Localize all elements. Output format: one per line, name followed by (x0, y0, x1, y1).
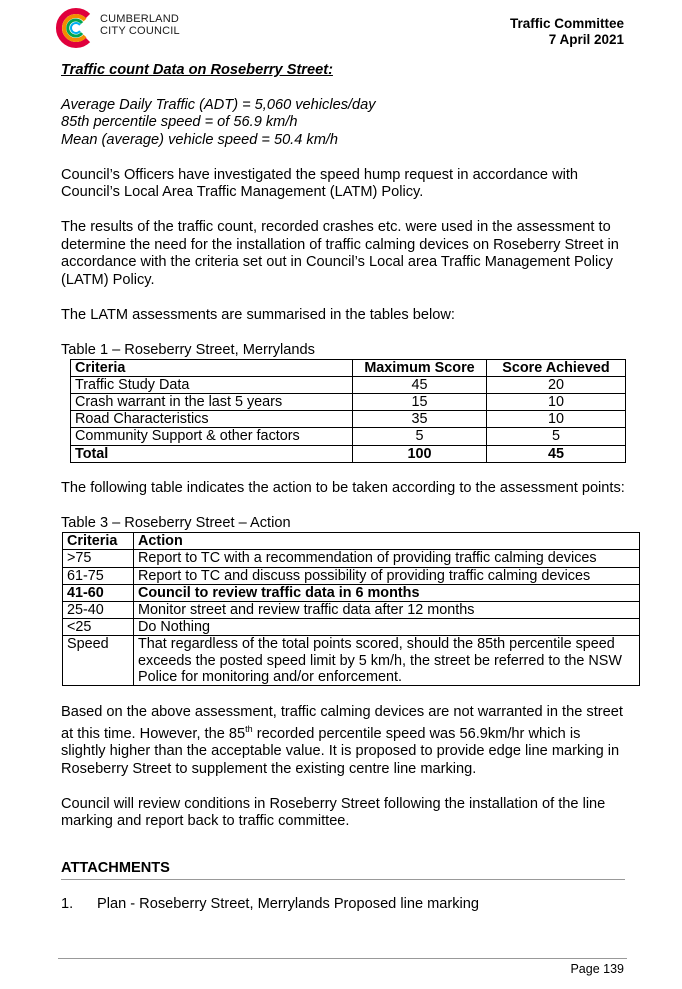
table-row (63, 550, 640, 567)
table-cell: Crash warrant in the last 5 years (71, 393, 353, 410)
table-header-cell: Criteria (71, 359, 353, 376)
table-header-cell: Score Achieved (487, 359, 626, 376)
table-cell: 5 (353, 428, 487, 445)
table-cell: Do Nothing (134, 619, 640, 636)
table-header-cell: Criteria (63, 533, 134, 550)
paragraph-investigation: Council’s Officers have investigated the speed hump request in accordance with Council’s Local Area Traffic Management (LATM) Policy. (61, 166, 579, 200)
table-cell: 41-60 (63, 584, 134, 601)
table1-caption: Table 1 – Roseberry Street, Merrylands (61, 341, 315, 358)
document-header (510, 16, 624, 48)
table-cell: Speed (63, 636, 134, 686)
council-logo (52, 6, 212, 50)
table-cell: 15 (353, 393, 487, 410)
action-table (62, 532, 640, 686)
paragraph-results: The results of the traffic count, recorded crashes etc. were used in the assessment to determine the need for the installation of traffic calming devices on Roseberry Street in accordance with the criteria set out in Council’s Local area Traffic Management Policy (LATM) Policy. (61, 219, 619, 288)
paragraph-summary: The LATM assessments are summarised in the tables below: (61, 306, 455, 323)
table-cell: Report to TC with a recommendation of providing traffic calming devices (134, 550, 640, 567)
table-row (71, 411, 626, 428)
table-header-cell: Maximum Score (353, 359, 487, 376)
table-header-cell: Action (134, 533, 640, 550)
table-cell: <25 (63, 619, 134, 636)
table-row (63, 636, 640, 686)
paragraph-conclusion-part2: recorded percentile speed was 56.9km/hr which is slightly higher than the acceptable value. It is proposed to provide edge line marking in Roseberry Street to supplement the existing centre line marking. (61, 725, 620, 777)
logo-line-1: CUMBERLAND (100, 13, 180, 25)
stat-adt: Average Daily Traffic (ADT) = 5,060 vehicles/day (61, 96, 376, 113)
table-cell: Traffic Study Data (71, 376, 353, 393)
table-cell: 45 (487, 445, 626, 462)
paragraph-review: Council will review conditions in Roseberry Street following the installation of the line marking and report back to traffic committee. (61, 795, 606, 830)
committee-name: Traffic Committee (509, 16, 624, 31)
table-total-row (71, 445, 626, 462)
logo-line-2: CITY COUNCIL (100, 25, 180, 37)
table-cell: >75 (63, 550, 134, 567)
attachments-heading: ATTACHMENTS (61, 860, 170, 877)
table-cell: 100 (353, 445, 487, 462)
footer-divider (58, 958, 627, 959)
attachment-item[interactable] (61, 896, 625, 913)
logo-wordmark (100, 13, 180, 37)
table-cell: That regardless of the total points scored, should the 85th percentile speed exceeds the posted speed limit by 5 km/h, the street be referred to the NSW Police for monitoring and/or enforcement. (134, 636, 640, 686)
paragraph-action-intro: The following table indicates the action to be taken according to the assessment points: (61, 480, 625, 497)
table-header-row (63, 533, 640, 550)
table-cell: Community Support & other factors (71, 428, 353, 445)
ordinal-suffix: th (245, 724, 253, 735)
table-cell: 10 (487, 411, 626, 428)
table-cell: 61-75 (63, 567, 134, 584)
table-row (63, 584, 640, 601)
table-cell: 45 (353, 376, 487, 393)
report-body (61, 61, 625, 913)
table3-caption: Table 3 – Roseberry Street – Action (61, 515, 291, 532)
table-row (71, 428, 626, 445)
table-row (71, 393, 626, 410)
table-row (63, 619, 640, 636)
table-cell: Monitor street and review traffic data after 12 months (134, 602, 640, 619)
stat-mean-speed: Mean (average) vehicle speed = 50.4 km/h (61, 131, 339, 148)
table-cell: 5 (487, 428, 626, 445)
attachments-divider (61, 879, 625, 880)
council-logo-icon (52, 6, 96, 50)
attachment-number: 1. (61, 896, 74, 913)
meeting-date: 7 April 2021 (548, 32, 624, 47)
table-row (71, 376, 626, 393)
section-title: Traffic count Data on Roseberry Street: (61, 62, 333, 78)
table-header-row (71, 359, 626, 376)
table-cell: Report to TC and discuss possibility of providing traffic calming devices (134, 567, 640, 584)
table-row (63, 602, 640, 619)
attachment-link[interactable]: Plan - Roseberry Street, Merrylands Proposed line marking (97, 896, 480, 913)
table-cell: Road Characteristics (71, 411, 353, 428)
table-cell: Council to review traffic data in 6 months (134, 584, 640, 601)
stat-85th-speed: 85th percentile speed = of 56.9 km/h (61, 114, 298, 130)
table-cell: Total (71, 445, 353, 462)
table-cell: 10 (487, 393, 626, 410)
table-cell: 35 (353, 411, 487, 428)
assessment-table (70, 359, 626, 463)
paragraph-conclusion (61, 704, 625, 779)
table-cell: 25-40 (63, 602, 134, 619)
paragraph-conclusion-part1: Based on the above assessment, traffic calming devices are not warranted in the street at this time. However, the 85 (61, 703, 623, 742)
page-number: Page 139 (570, 962, 624, 976)
table-row (63, 567, 640, 584)
table-cell: 20 (487, 376, 626, 393)
